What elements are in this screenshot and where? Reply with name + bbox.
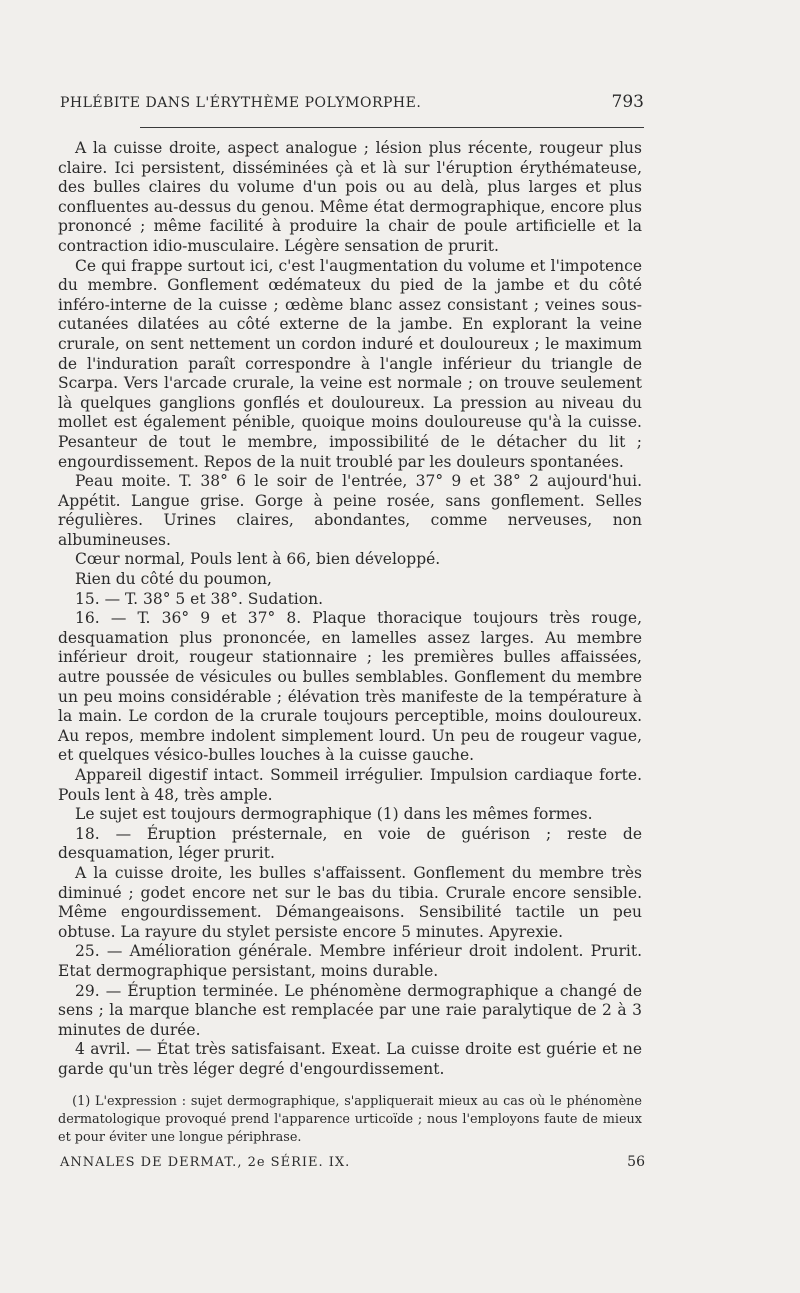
body-text — [58, 139, 642, 1080]
page-number: 793 — [611, 92, 644, 112]
paragraph: Peau moite. T. 38° 6 le soir de l'entrée, 37° 9 et 38° 2 aujourd'hui. Appétit. Langue grise. Gorge à peine rosée, sans gonflement. Selles régulières. Urines claires, abondantes, comme nerveuses, non albumineuses. — [58, 472, 642, 549]
footnote — [58, 1093, 642, 1147]
running-title: PHLÉBITE DANS L'ÉRYTHÈME POLYMORPHE. — [60, 95, 422, 111]
paragraph: 18. — Éruption présternale, en voie de guérison ; reste de desquamation, léger prurit. — [58, 824, 642, 863]
paragraph: 4 avril. — État très satisfaisant. Exeat. La cuisse droite est guérie et ne garde qu'un très léger degré d'engourdissement. — [58, 1040, 642, 1078]
paragraph: A la cuisse droite, les bulles s'affaissent. Gonflement du membre très diminué ; godet encore net sur le bas du tibia. Crurale encore sensible. Même engourdissement. Démangeaisons. Sensibilité tactile un peu obtuse. La rayure du stylet persiste encore 5 minutes. Apyrexie. — [58, 863, 642, 941]
header-rule — [140, 127, 644, 128]
paragraph: Le sujet est toujours dermographique (1) dans les mêmes formes. — [75, 805, 593, 824]
paragraph: 15. — T. 38° 5 et 38°. Sudation. — [75, 589, 324, 608]
paragraph: Appareil digestif intact. Sommeil irrégulier. Impulsion cardiaque forte. Pouls lent à 48, très ample. — [58, 766, 642, 804]
paragraph: A la cuisse droite, aspect analogue ; lésion plus récente, rougeur plus claire. Ici persistent, disséminées çà et là sur l'éruption érythémateuse, des bulles claires du volume d'un pois ou au delà, plus larges et plus confluentes au-dessus du genou. Même état dermographique, encore plus prononcé ; même facilité à produire la chair de poule artificielle et la contraction idio-musculaire. Légère sensation de prurit. — [58, 139, 642, 255]
paragraph: 25. — Amélioration générale. Membre inférieur droit indolent. Prurit. Etat dermographique persistant, moins durable. — [58, 942, 642, 980]
paragraph: 29. — Éruption terminée. Le phénomène dermographique a changé de sens ; la marque blanche est remplacée par une raie paralytique de 2 à 3 minutes de durée. — [58, 981, 642, 1039]
paragraph: Rien du côté du poumon, — [75, 570, 272, 589]
paragraph: 16. — T. 36° 9 et 37° 8. Plaque thoracique toujours très rouge, desquamation plus prononcée, en lamelles assez larges. Au membre inférieur droit, rougeur stationnaire ; les premières bulles affaissées, autre poussée de vésicules ou bulles semblables. Gonflement du membre un peu moins considérable ; élévation très manifeste de la température à la main. Le cordon de la crurale toujours perceptible, moins douloureux. Au repos, membre indolent simplement lourd. Un peu de rougeur vague, et quelques vésico-bulles louches à la cuisse gauche. — [58, 609, 642, 765]
sheet-number: 56 — [627, 1154, 645, 1170]
page-footer — [60, 1154, 645, 1170]
page-header — [60, 92, 644, 112]
footnote-text: (1) L'expression : sujet dermographique, s'appliquerait mieux au cas où le phénomène dermatologique provoqué prend l'apparence urticoïde ; nous l'employons faute de mieux et pour éviter une longue périphrase. — [58, 1094, 642, 1145]
journal-signature: ANNALES DE DERMAT., 2e SÉRIE. IX. — [60, 1155, 351, 1170]
paragraph: Ce qui frappe surtout ici, c'est l'augmentation du volume et l'impotence du membre. Gonflement œdémateux du pied de la jambe et du côté inféro-interne de la cuisse ; œdème blanc assez consistant ; veines sous-cutanées dilatées au côté externe de la jambe. En explorant la veine crurale, on sent nettement un cordon induré et douloureux ; le maximum de l'induration paraît correspondre à l'angle inférieur du triangle de Scarpa. Vers l'arcade crurale, la veine est normale ; on trouve seulement là quelques ganglions gonflés et douloureux. La pression au niveau du mollet est également pénible, quoique moins douloureuse qu'à la cuisse. Pesanteur de tout le membre, impossibilité de le détacher du lit ; engourdissement. Repos de la nuit troublé par les douleurs spontanées. — [58, 256, 642, 471]
paragraph: Cœur normal, Pouls lent à 66, bien développé. — [75, 550, 441, 569]
